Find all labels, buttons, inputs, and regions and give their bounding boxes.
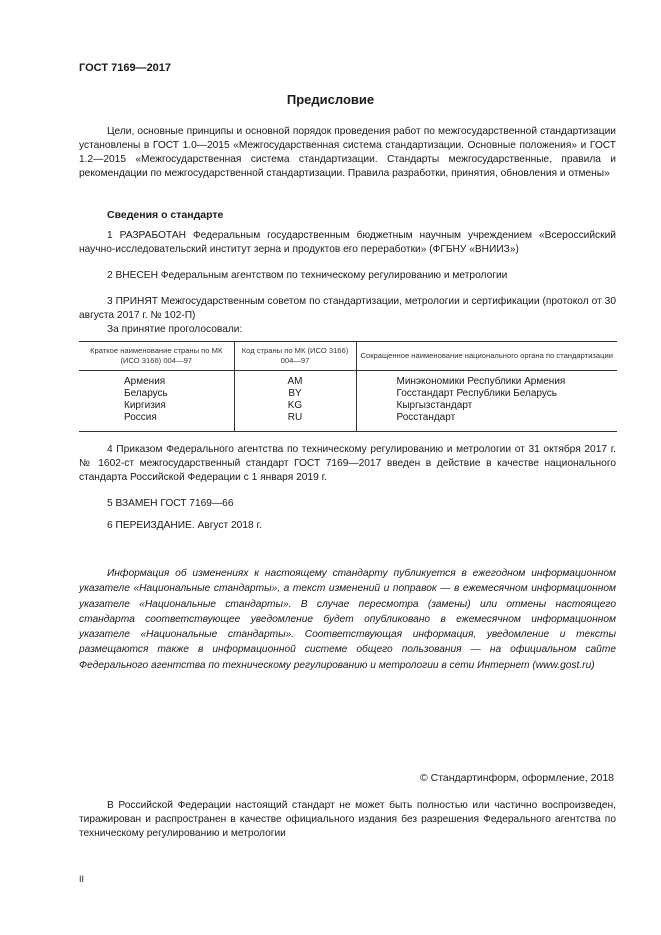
page-number: II (79, 874, 85, 884)
table-cell: Армения (124, 376, 166, 387)
item-4 (79, 443, 616, 485)
header-national-body: Сокращенное наименование национального органа по стандартизации (356, 342, 617, 371)
item-2 (79, 269, 616, 283)
intro-text: Цели, основные принципы и основной порядок проведения работ по межгосударственной стандартизации установлены в ГОСТ 1.0—2015 «Межгосударственная система стандартизации. Основные положения» и ГОСТ 1.2—2015 «Межгосударственная система стандартизации. Стандарты межгосударственные, правила и рекомендации по межгосударственной стандартизации. Правила разработки, принятия, обновления и отмены» (79, 126, 616, 179)
country-codes-cell (234, 371, 356, 432)
reproduction-restriction (79, 799, 616, 841)
doc-code-header: ГОСТ 7169—2017 (79, 62, 172, 74)
copyright-line: © Стандартинформ, оформление, 2018 (419, 772, 614, 784)
item-1 (79, 229, 616, 257)
table-body (79, 371, 617, 432)
table-cell: Россия (124, 412, 157, 423)
header-country-code: Код страны по МК (ИСО 3166) 004—97 (234, 342, 356, 371)
table-cell: Минэкономики Республики Армения (396, 376, 566, 387)
item-6 (79, 519, 616, 533)
voting-table (79, 341, 617, 432)
changes-notice (79, 566, 616, 673)
intro-paragraph (79, 125, 616, 181)
item-5-text: 5 ВЗАМЕН ГОСТ 7169—66 (107, 498, 234, 509)
table-cell: Беларусь (124, 388, 168, 399)
table-cell: BY (288, 388, 302, 399)
header-country-name: Краткое наименование страны по МК (ИСО 3166) 004—97 (79, 342, 234, 371)
info-heading: Сведения о стандарте (107, 209, 224, 221)
item-3 (79, 295, 616, 337)
item-4-text: 4 Приказом Федерального агентства по техническому регулированию и метрологии от 31 октября 2017 г. № 1602-ст межгосударственный стандарт ГОСТ 7169—2017 введен в действие в качестве национального стандарта Российской Федерации с 1 января 2019 г. (79, 444, 616, 483)
table-header-row (79, 342, 617, 371)
voted-label: За принятие проголосовали: (107, 324, 243, 335)
item-2-text: 2 ВНЕСЕН Федеральным агентством по техническому регулированию и метрологии (107, 270, 508, 281)
restriction-text: В Российской Федерации настоящий стандарт не может быть полностью или частично воспроизведен, тиражирован и распространен в качестве официального издания без разрешения Федерального агентства по техническому регулированию и метрологии (79, 800, 616, 839)
item-1-text: 1 РАЗРАБОТАН Федеральным государственным бюджетным научным учреждением «Всероссийский научно-исследовательский институт зерна и продуктов его переработки» (ФГБНУ «ВНИИЗ») (79, 230, 616, 255)
item-5 (79, 497, 616, 511)
changes-notice-text: Информация об изменениях к настоящему стандарту публикуется в ежегодном информационном указателе «Национальные стандарты», а текст изменений и поправок — в ежемесячном информационном указателе «Национальные стандарты». В случае пересмотра (замены) или отмены настоящего стандарта соответствующее уведомление будет опубликовано в ежемесячном информационном указателе «Национальные стандарты». Соответствующая информация, уведомление и тексты размещаются также в информационной системе общего пользования — на официальном сайте Федерального агентства по техническому регулированию и метрологии в сети Интернет (www.gost.ru) (79, 568, 616, 671)
table-cell: Кыргызстандарт (396, 400, 473, 411)
page-title: Предисловие (286, 92, 375, 107)
table-cell: Госстандарт Республики Беларусь (396, 388, 557, 399)
table-cell: KG (287, 400, 303, 411)
table-cell: RU (287, 412, 303, 423)
national-bodies-cell (356, 371, 617, 432)
item-6-text: 6 ПЕРЕИЗДАНИЕ. Август 2018 г. (107, 520, 262, 531)
table-cell: AM (287, 376, 303, 387)
item-3-text: 3 ПРИНЯТ Межгосударственным советом по стандартизации, метрологии и сертификации (протокол от 30 августа 2017 г. № 102-П) (79, 296, 616, 321)
country-names-cell (79, 371, 234, 432)
table-cell: Киргизия (124, 400, 166, 411)
table-cell: Росстандарт (396, 412, 456, 423)
